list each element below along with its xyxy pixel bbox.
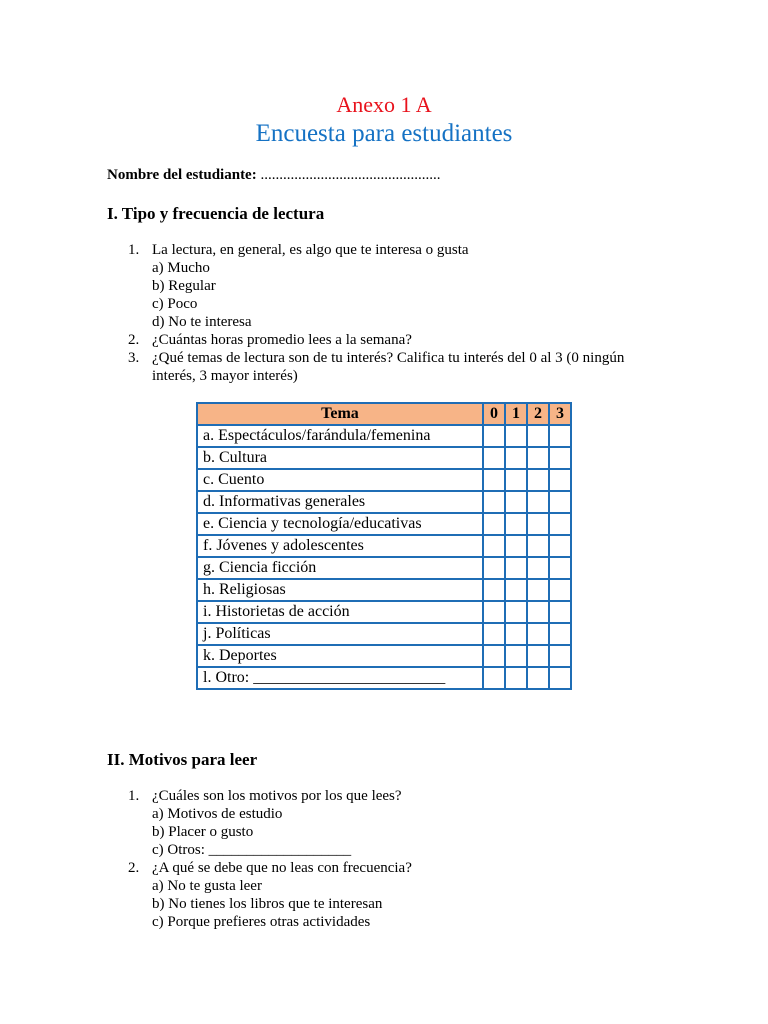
table-row [197, 557, 571, 579]
rating-cell[interactable] [527, 601, 549, 623]
rating-cell[interactable] [505, 557, 527, 579]
topic-label: h. Religiosas [197, 579, 483, 601]
rating-cell[interactable] [483, 623, 505, 645]
rating-cell[interactable] [483, 447, 505, 469]
rating-cell[interactable] [505, 425, 527, 447]
question-1-1 [107, 241, 642, 259]
rating-cell[interactable] [483, 645, 505, 667]
table-row [197, 469, 571, 491]
topic-label: e. Ciencia y tecnología/educativas [197, 513, 483, 535]
table-header-row [197, 403, 571, 425]
annex-label: Anexo 1 A [336, 92, 432, 117]
question-text: ¿Qué temas de lectura son de tu interés? Califica tu interés del 0 al 3 (0 ningún interés, 3 mayor interés) [152, 350, 625, 384]
rating-cell[interactable] [505, 667, 527, 689]
column-header-3: 3 [549, 403, 571, 425]
rating-cell[interactable] [527, 645, 549, 667]
topic-label: j. Políticas [197, 623, 483, 645]
rating-cell[interactable] [505, 601, 527, 623]
rating-cell[interactable] [549, 447, 571, 469]
rating-cell[interactable] [505, 579, 527, 601]
rating-cell[interactable] [549, 579, 571, 601]
section-2-questions [107, 787, 642, 931]
question-text: ¿A qué se debe que no leas con frecuencia? [152, 860, 412, 876]
question-text: ¿Cuántas horas promedio lees a la semana? [152, 332, 412, 348]
option-item: a) Mucho [152, 260, 210, 276]
rating-cell[interactable] [483, 667, 505, 689]
rating-cell[interactable] [549, 535, 571, 557]
table-row [197, 513, 571, 535]
option-item: a) No te gusta leer [152, 878, 262, 894]
topic-label: g. Ciencia ficción [197, 557, 483, 579]
rating-cell[interactable] [483, 469, 505, 491]
question-number: 3. [128, 350, 140, 366]
table-row [197, 667, 571, 689]
rating-cell[interactable] [527, 667, 549, 689]
rating-cell[interactable] [549, 623, 571, 645]
table-row [197, 425, 571, 447]
question-number: 2. [128, 332, 140, 348]
rating-cell[interactable] [505, 447, 527, 469]
rating-cell[interactable] [527, 447, 549, 469]
rating-cell[interactable] [483, 557, 505, 579]
table-row [197, 535, 571, 557]
table-row [197, 601, 571, 623]
rating-cell[interactable] [527, 535, 549, 557]
column-header-2: 2 [527, 403, 549, 425]
rating-cell[interactable] [505, 491, 527, 513]
rating-cell[interactable] [549, 469, 571, 491]
option-item: c) Otros: ___________________ [152, 842, 352, 858]
column-header-1: 1 [505, 403, 527, 425]
rating-cell[interactable] [505, 469, 527, 491]
table-row [197, 447, 571, 469]
topic-label: a. Espectáculos/farándula/femenina [197, 425, 483, 447]
column-header-0: 0 [483, 403, 505, 425]
table-row [197, 623, 571, 645]
interest-rating-table [196, 402, 572, 690]
option-item: a) Motivos de estudio [152, 806, 283, 822]
question-2-1 [107, 787, 642, 805]
rating-cell[interactable] [527, 491, 549, 513]
rating-cell[interactable] [527, 623, 549, 645]
rating-cell[interactable] [483, 601, 505, 623]
topic-label: c. Cuento [197, 469, 483, 491]
table-row [197, 579, 571, 601]
topic-label: d. Informativas generales [197, 491, 483, 513]
student-name-label: Nombre del estudiante: [107, 167, 257, 183]
section-1-heading: I. Tipo y frecuencia de lectura [107, 204, 325, 223]
rating-cell[interactable] [549, 425, 571, 447]
rating-cell[interactable] [527, 469, 549, 491]
rating-cell[interactable] [505, 623, 527, 645]
question-text: ¿Cuáles son los motivos por los que lees? [152, 788, 402, 804]
rating-cell[interactable] [549, 645, 571, 667]
rating-cell[interactable] [549, 667, 571, 689]
section-2-heading: II. Motivos para leer [107, 750, 258, 769]
question-number: 1. [128, 242, 140, 258]
rating-cell[interactable] [549, 513, 571, 535]
topic-label: k. Deportes [197, 645, 483, 667]
question-number: 1. [128, 788, 140, 804]
topic-label: l. Otro: ________________________ [197, 667, 483, 689]
rating-cell[interactable] [483, 491, 505, 513]
question-1-2 [107, 331, 642, 349]
rating-cell[interactable] [527, 579, 549, 601]
question-1-3 [107, 349, 642, 385]
student-name-line [107, 166, 440, 184]
rating-cell[interactable] [527, 557, 549, 579]
table-row [197, 491, 571, 513]
rating-cell[interactable] [483, 425, 505, 447]
student-name-blank: ................................................ [260, 167, 441, 183]
column-header-tema: Tema [197, 403, 483, 425]
question-number: 2. [128, 860, 140, 876]
rating-cell[interactable] [483, 513, 505, 535]
rating-cell[interactable] [549, 601, 571, 623]
option-item: b) Placer o gusto [152, 824, 254, 840]
question-text: La lectura, en general, es algo que te interesa o gusta [152, 242, 469, 258]
topic-label: f. Jóvenes y adolescentes [197, 535, 483, 557]
option-item: b) No tienes los libros que te interesan [152, 896, 383, 912]
rating-cell[interactable] [505, 535, 527, 557]
topic-label: b. Cultura [197, 447, 483, 469]
topic-label: i. Historietas de acción [197, 601, 483, 623]
option-item: b) Regular [152, 278, 216, 294]
page-title: Encuesta para estudiantes [255, 120, 513, 147]
rating-cell[interactable] [549, 557, 571, 579]
option-item: c) Poco [152, 296, 198, 312]
section-1-questions [107, 241, 642, 385]
rating-cell[interactable] [483, 535, 505, 557]
rating-cell[interactable] [483, 579, 505, 601]
option-item: c) Porque prefieres otras actividades [152, 914, 371, 930]
rating-cell[interactable] [505, 645, 527, 667]
option-item: d) No te interesa [152, 314, 252, 330]
rating-cell[interactable] [549, 491, 571, 513]
rating-cell[interactable] [527, 513, 549, 535]
question-2-2 [107, 859, 642, 877]
rating-cell[interactable] [505, 513, 527, 535]
rating-cell[interactable] [527, 425, 549, 447]
table-row [197, 645, 571, 667]
